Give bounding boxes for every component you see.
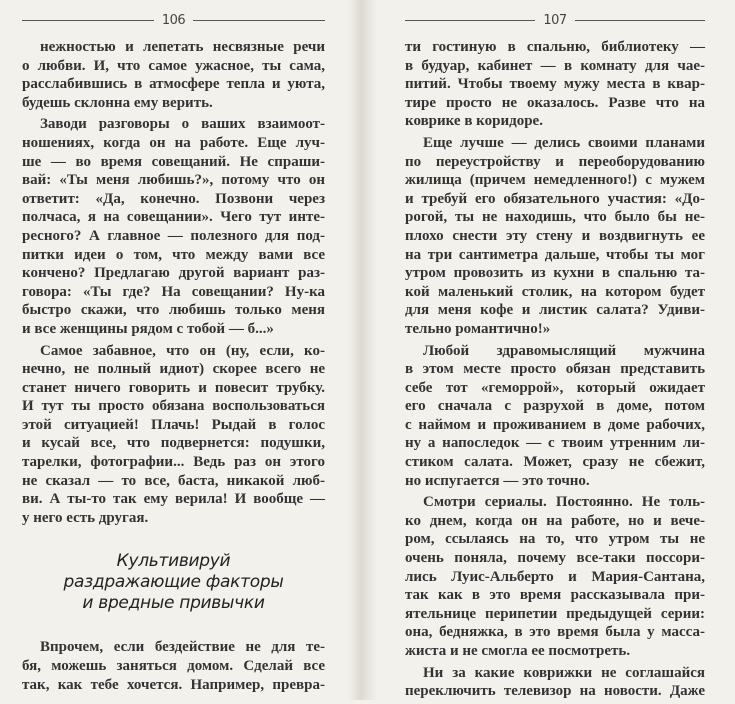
paragraph: [22, 342, 325, 528]
text-line: рогой, ты не находишь, что было бы не-: [405, 209, 705, 226]
text-line: полчаса, я на совещании». Чего тут инте-: [22, 209, 325, 226]
text-line: быстро скажи, что любишь только меня: [22, 302, 325, 319]
text-line: его сначала с разрухой в доме, потом: [405, 398, 705, 415]
text-line: так как в это время рассказывала при-: [405, 587, 705, 604]
text-line: ше — во время совещаний. Не спраши-: [22, 153, 325, 170]
text-line: ношениях, когда он на работе. Еще луч-: [22, 134, 325, 151]
heading-line: Культивируй: [116, 551, 231, 572]
text-line: Заводи разговоры о ваших взаимоот-: [40, 116, 325, 133]
heading-line: и вредные привычки: [82, 593, 265, 614]
right-page-header: [405, 10, 705, 30]
text-line: жиста и не смогла ее посмотреть.: [405, 643, 631, 659]
text-line: коврике в коридоре.: [405, 113, 543, 130]
text-line: станет ничего говорить и повесит трубку.: [22, 379, 325, 396]
text-line: Самое забавное, что он (ну, если, ко-: [40, 342, 325, 359]
text-line: ну а напоследок — с твоим утренним ли-: [405, 435, 705, 452]
header-rule: [193, 20, 325, 21]
page-number: 106: [161, 12, 186, 28]
paragraph: [22, 638, 325, 694]
text-line: вай: «Ты меня любишь?», потому что он: [22, 172, 325, 189]
text-line: и все женщины рядом с тобой — б...»: [22, 320, 274, 337]
text-line: ви. А ты-то так ему верила! И вообще —: [22, 491, 325, 508]
paragraph: [22, 38, 325, 112]
paragraph: [405, 342, 705, 491]
text-line: стиком салата. Может, сразу не сбежит,: [405, 454, 705, 471]
section-heading: [22, 551, 325, 614]
text-line: в будуар, кабинет — в комнату для чае-: [405, 57, 705, 74]
heading-line: раздражающие факторы: [63, 572, 284, 593]
text-line: питий. Чтобы твоему мужу места в квар-: [405, 76, 705, 93]
text-line: по переустройству и переоборудованию: [405, 153, 705, 170]
text-line: себе тот «геморрой», который ожидает: [405, 379, 705, 396]
text-line: тарелки, фотографии... Ведь раз он этого: [22, 454, 325, 471]
text-line: жилища (причем немедленного!) с мужем: [405, 172, 705, 189]
text-line: бя, можешь заняться домом. Сделай все: [22, 658, 325, 675]
text-line: тельно романтично!»: [405, 320, 551, 337]
text-line: кончено? Предлагаю другой вариант раз-: [22, 265, 325, 282]
text-line: И тут ты просто обязана воспользоваться: [22, 398, 325, 415]
text-line: Смотри сериалы. Постоянно. Не толь-: [423, 494, 705, 511]
header-rule: [22, 20, 154, 21]
text-line: не сказал — то все, баста, никакой люб-: [22, 472, 325, 489]
text-line: Еще лучше — делись своими планами: [423, 134, 705, 151]
paragraph: [405, 664, 705, 701]
text-line: в этом месте просто обязан представить: [405, 361, 705, 378]
text-line: утром провозить из кухни в спальню та-: [405, 265, 705, 282]
text-line: плохо снести эту стену и воздвигнуть ее: [405, 227, 705, 244]
page-number: 107: [543, 12, 567, 28]
text-line: нежностью и лепетать несвязные речи: [40, 39, 325, 55]
left-page-text: [22, 38, 325, 697]
text-line: ятельнице перипетии предыдущей серии:: [405, 605, 705, 622]
right-page-text: [405, 38, 705, 704]
paragraph: [405, 38, 705, 131]
text-line: кой маленький столик, на котором будет: [405, 283, 705, 300]
book-gutter: [348, 0, 378, 700]
paragraph: [405, 493, 705, 660]
paragraph: [22, 115, 325, 338]
text-line: ко днем, когда он на работе, но и вече-: [405, 512, 705, 529]
text-line: будешь склонна ему верить.: [22, 94, 213, 111]
left-page-header: [22, 10, 325, 30]
text-line: ответит: «Да, конечно. Позвони через: [22, 190, 325, 207]
text-line: и кусай все, что подвернется: подушки,: [22, 435, 325, 452]
text-line: очень поняла, почему все-таки поссори-: [405, 550, 705, 567]
text-line: питки идеи о том, что между вами все: [22, 246, 325, 263]
text-line: этой ситуацией! Плачь! Рыдай в голос: [22, 416, 325, 433]
text-line: переключить телевизор на новости. Даже: [405, 683, 705, 700]
text-line: лись Луис-Альберто и Мария-Сантана,: [405, 568, 705, 585]
text-line: для меня кофе и листик салата? Удиви-: [405, 302, 705, 319]
text-line: на три сантиметра дальше, чтобы ты мог: [405, 246, 705, 263]
text-line: нечно, не полный идиот) скорее всего не: [22, 361, 325, 378]
text-line: тире просто не оказалось. Разве что на: [405, 94, 705, 111]
text-line: расслабившись в атмосфере тепла и уюта,: [22, 76, 325, 93]
text-line: ром, ссылаясь на то, что утром ты не: [405, 531, 705, 548]
text-line: у него есть другая.: [22, 509, 149, 526]
text-line: Впрочем, если бездействие не для те-: [40, 639, 325, 656]
text-line: говора: «Ты где? На совещании? Ну-ка: [22, 283, 325, 300]
header-rule: [575, 20, 705, 21]
paragraph: [405, 134, 705, 339]
text-line: ресного? А главное — полезного для под-: [22, 227, 325, 244]
header-rule: [405, 20, 535, 21]
text-line: Любой здравомыслящий мужчина: [423, 342, 705, 359]
text-line: но испугается — это точно.: [405, 472, 590, 489]
text-line: она, бедняжка, в это время была у масса-: [405, 624, 705, 641]
text-line: с наймом и проживанием в доме рабочих,: [405, 416, 705, 433]
text-line: и требуй его обязательного участия: «До-: [405, 190, 705, 207]
text-line: ти гостиную в спальню, библиотеку —: [405, 39, 705, 55]
text-line: так, как тебе хочется. Например, превра-: [22, 676, 325, 693]
text-line: Ни за какие коврижки не соглашайся: [423, 664, 705, 681]
text-line: о любви. И, что самое ужасное, ты сама,: [22, 57, 325, 74]
